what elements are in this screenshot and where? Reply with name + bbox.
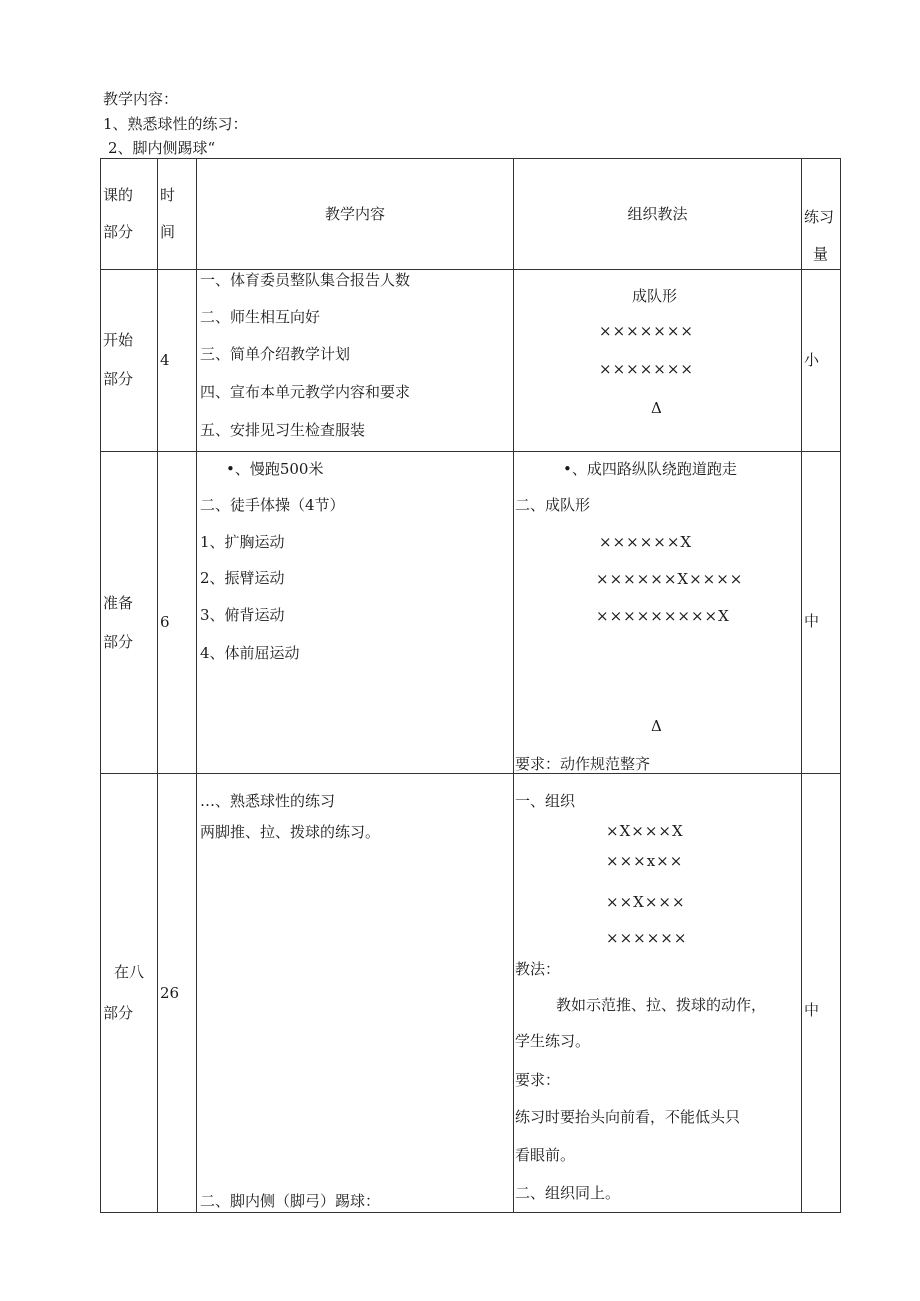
- table-col-divider: [513, 158, 514, 1213]
- header-amount-line2: 量: [813, 245, 829, 263]
- header-part-line1: 课的: [103, 186, 134, 204]
- header-part-line2: 部分: [103, 223, 134, 241]
- intro-item-1: 1、熟悉球性的练习：: [103, 115, 248, 133]
- intro-item-2: 2、脚内侧踢球“: [108, 139, 216, 157]
- table-border-bottom: [100, 1212, 841, 1213]
- row3-content-line: 两脚推、拉、拨球的练习。: [200, 823, 381, 841]
- row2-formation-line: ××××××X××××: [596, 570, 744, 588]
- row2-method-line: 要求：动作规范整齐: [515, 755, 651, 773]
- row3-method-line: 教法：: [515, 960, 561, 978]
- header-content: 教学内容: [324, 205, 385, 223]
- table-col-divider: [801, 158, 802, 1213]
- row3-method-line: 一、组织: [515, 792, 576, 810]
- row1-content-line: 二、师生相互向好: [200, 308, 321, 326]
- row2-content-line: 1、扩胸运动: [200, 533, 285, 551]
- row3-method-line: 要求：: [515, 1071, 561, 1089]
- header-method: 组织教法: [627, 205, 688, 223]
- row3-part-line2: 部分: [103, 1004, 134, 1022]
- row3-amount: 中: [804, 1001, 820, 1019]
- table-border-right: [840, 158, 841, 1213]
- row2-content-line: 4、体前屈运动: [200, 644, 300, 662]
- table-border-left: [100, 158, 101, 1213]
- row1-method-line: 成队形: [632, 287, 678, 305]
- row1-part-line2: 部分: [103, 370, 134, 388]
- row3-method-line: 教如示范推、拉、拨球的动作，: [556, 996, 767, 1014]
- row1-formation-line: ×××××××: [599, 322, 694, 340]
- row3-method-line: 二、组织同上。: [515, 1184, 621, 1202]
- teacher-delta-symbol: Δ: [651, 399, 662, 417]
- row2-method-line: •、成四路纵队绕跑道跑走: [563, 460, 737, 478]
- row3-formation-line: ×××x××: [606, 852, 684, 870]
- row3-time: 26: [160, 984, 180, 1002]
- row1-formation-line: ×××××××: [599, 360, 694, 378]
- table-col-divider: [157, 158, 158, 1213]
- row2-time: 6: [160, 613, 170, 631]
- row1-part-line1: 开始: [103, 331, 134, 349]
- header-time-line1: 时: [160, 186, 176, 204]
- row1-content-line: 五、安排见习生检查服装: [200, 421, 366, 439]
- table-row-divider: [100, 773, 841, 774]
- row3-method-line: 学生练习。: [515, 1032, 591, 1050]
- row3-content-line: …、熟悉球性的练习: [200, 792, 336, 810]
- table-row-divider: [100, 451, 841, 452]
- header-time-line2: 间: [160, 223, 176, 241]
- header-amount-line1: 练习: [804, 208, 835, 226]
- row2-formation-line: ×××××××××X: [596, 607, 730, 625]
- row3-formation-line: ××X×××: [606, 893, 686, 911]
- row1-content-line: 一、体育委员整队集合报告人数: [200, 271, 411, 289]
- row2-method-line: 二、成队形: [515, 496, 591, 514]
- row1-time: 4: [160, 351, 170, 369]
- row2-content-line: •、慢跑500米: [226, 460, 324, 478]
- teacher-delta-symbol: Δ: [651, 717, 662, 735]
- row1-content-line: 三、简单介绍教学计划: [200, 345, 351, 363]
- row3-method-line: 看眼前。: [515, 1146, 576, 1164]
- row3-content-line: 二、脚内侧（脚弓）踢球：: [200, 1192, 381, 1210]
- row2-content-line: 二、徒手体操（4节）: [200, 496, 345, 514]
- row2-amount: 中: [804, 612, 820, 630]
- row3-formation-line: ×X×××X: [606, 822, 684, 840]
- table-col-divider: [196, 158, 197, 1213]
- intro-heading: 教学内容：: [103, 90, 179, 108]
- table-border-top: [100, 158, 841, 159]
- row2-content-line: 2、振臂运动: [200, 569, 285, 587]
- row2-part-line1: 准备: [103, 594, 134, 612]
- row2-formation-line: ××××××X: [599, 533, 693, 551]
- row2-content-line: 3、俯背运动: [200, 606, 285, 624]
- row1-amount: 小: [804, 351, 820, 369]
- row3-method-line: 练习时要抬头向前看，不能低头只: [515, 1108, 741, 1126]
- row2-part-line2: 部分: [103, 633, 134, 651]
- row3-part-line1: 在八: [114, 963, 145, 981]
- row1-content-line: 四、宣布本单元教学内容和要求: [200, 383, 411, 401]
- row3-formation-line: ××××××: [606, 929, 688, 947]
